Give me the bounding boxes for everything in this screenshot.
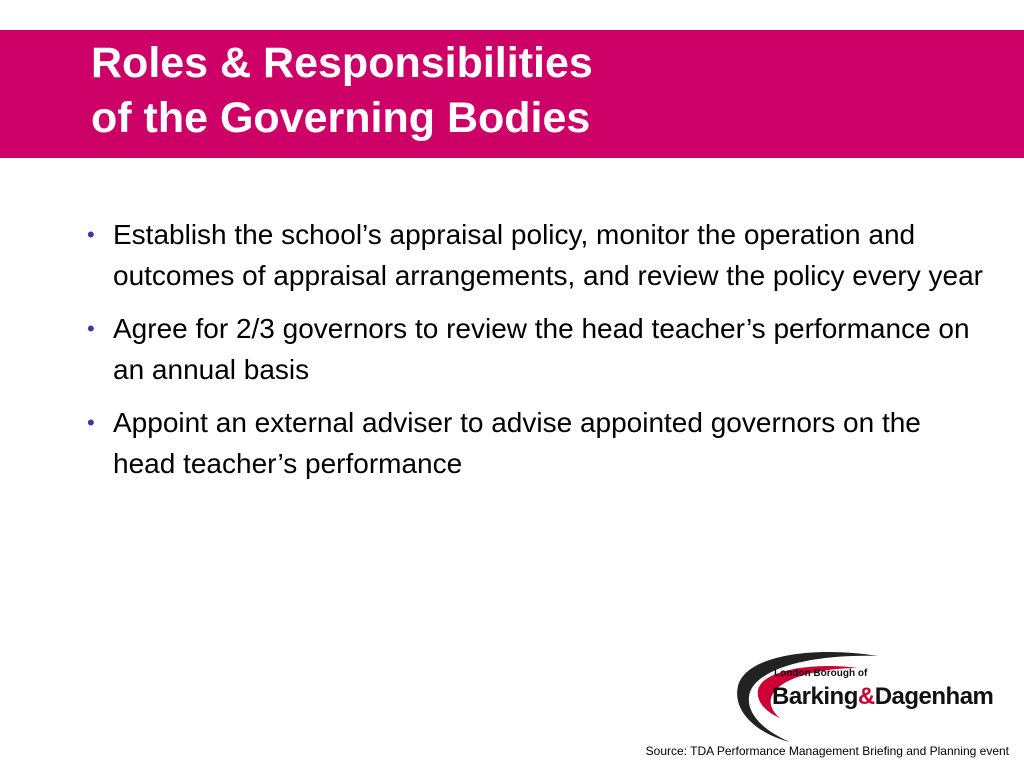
- bullet-item: [84, 214, 984, 296]
- logo-ampersand: &: [857, 683, 875, 710]
- logo-small-text: London Borough of: [774, 668, 868, 679]
- logo-name-part1: Barking: [772, 683, 858, 710]
- source-citation: Source: TDA Performance Management Briefing and Planning event: [645, 744, 1009, 758]
- logo-name: [772, 683, 993, 711]
- council-logo: [728, 646, 1024, 746]
- title-line-2: of the Governing Bodies: [91, 94, 591, 142]
- bullet-text: Agree for 2/3 governors to review the head teacher’s performance on an annual basis: [113, 313, 970, 385]
- title-band: [0, 30, 1024, 158]
- bullet-dot-icon: •: [87, 410, 95, 435]
- bullet-dot-icon: •: [87, 222, 95, 247]
- bullet-text: Appoint an external adviser to advise appointed governors on the head teacher’s performance: [113, 407, 921, 479]
- slide-title: [91, 36, 593, 146]
- title-line-1: Roles & Responsibilities: [91, 39, 593, 87]
- bullet-dot-icon: •: [87, 316, 95, 341]
- bullet-item: [84, 402, 984, 484]
- bullet-list: [84, 214, 984, 496]
- logo-name-part2: Dagenham: [874, 683, 994, 710]
- bullet-text: Establish the school’s appraisal policy, monitor the operation and outcomes of appraisal arrangements, and review the policy every year: [113, 219, 983, 291]
- bullet-item: [84, 308, 984, 390]
